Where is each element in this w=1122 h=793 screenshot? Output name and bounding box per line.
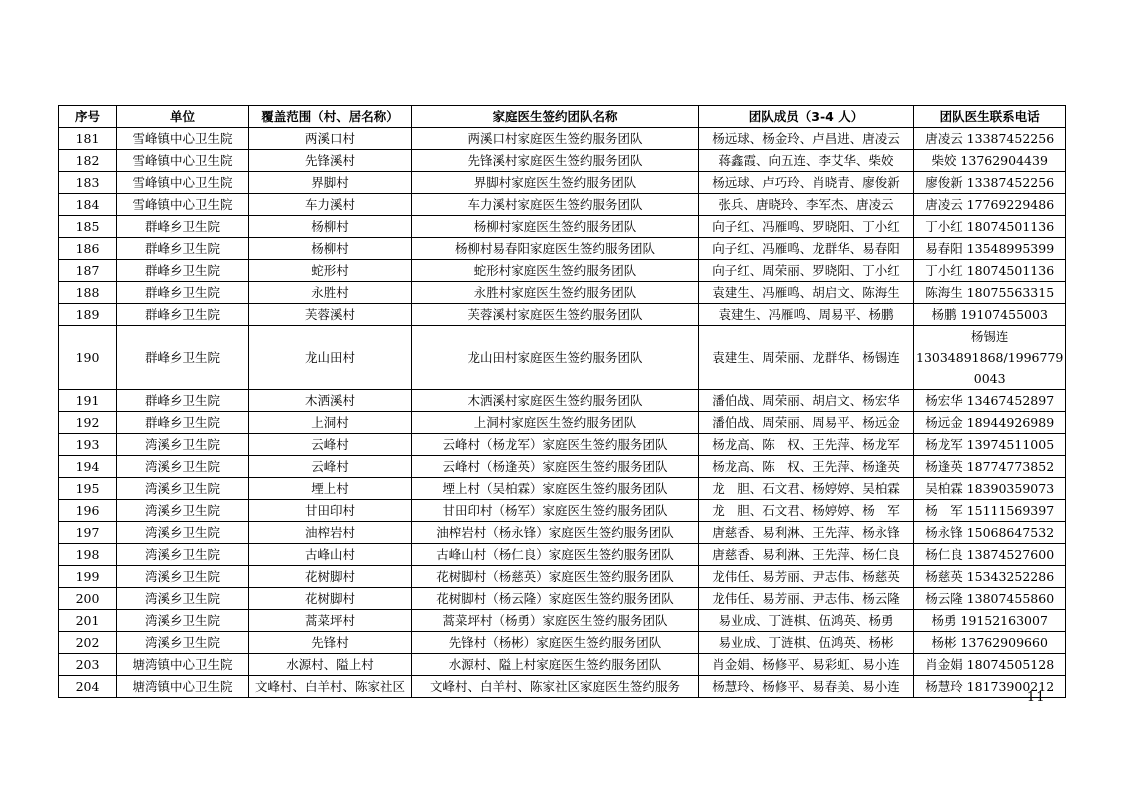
- table-row: [59, 566, 1066, 588]
- cell-unit: 湾溪乡卫生院: [117, 544, 249, 566]
- cell-team-name: 杨柳村家庭医生签约服务团队: [412, 216, 699, 238]
- cell-members: 张兵、唐晓玲、李军杰、唐凌云: [699, 194, 914, 216]
- cell-unit: 群峰乡卫生院: [117, 390, 249, 412]
- cell-unit: 湾溪乡卫生院: [117, 610, 249, 632]
- team-table: [58, 105, 1066, 698]
- cell-unit: 湾溪乡卫生院: [117, 632, 249, 654]
- cell-seq: 193: [59, 434, 117, 456]
- table-row: [59, 238, 1066, 260]
- cell-members: 肖金娟、杨修平、易彩虹、易小连: [699, 654, 914, 676]
- cell-unit: 群峰乡卫生院: [117, 282, 249, 304]
- cell-seq: 199: [59, 566, 117, 588]
- table-row: [59, 654, 1066, 676]
- cell-seq: 196: [59, 500, 117, 522]
- cell-team-name: 花树脚村（杨慈英）家庭医生签约服务团队: [412, 566, 699, 588]
- cell-seq: 189: [59, 304, 117, 326]
- cell-coverage: 杨柳村: [249, 238, 412, 260]
- cell-coverage: 文峰村、白羊村、陈家社区: [249, 676, 412, 698]
- cell-team-name: 杨柳村易春阳家庭医生签约服务团队: [412, 238, 699, 260]
- cell-unit: 雪峰镇中心卫生院: [117, 128, 249, 150]
- cell-team-name: 文峰村、白羊村、陈家社区家庭医生签约服务: [412, 676, 699, 698]
- cell-unit: 群峰乡卫生院: [117, 326, 249, 390]
- cell-team-name: 水源村、隘上村家庭医生签约服务团队: [412, 654, 699, 676]
- cell-team-name: 堙上村（吴柏霖）家庭医生签约服务团队: [412, 478, 699, 500]
- table-row: [59, 150, 1066, 172]
- cell-members: 唐慈香、易利淋、王先萍、杨永锋: [699, 522, 914, 544]
- cell-seq: 182: [59, 150, 117, 172]
- cell-members: 袁建生、周荣丽、龙群华、杨锡连: [699, 326, 914, 390]
- cell-team-name: 界脚村家庭医生签约服务团队: [412, 172, 699, 194]
- cell-members: 易业成、丁涟棋、伍鸿英、杨彬: [699, 632, 914, 654]
- cell-seq: 198: [59, 544, 117, 566]
- cell-unit: 湾溪乡卫生院: [117, 588, 249, 610]
- cell-members: 杨远球、卢巧玲、肖晓青、廖俊新: [699, 172, 914, 194]
- cell-team-name: 云峰村（杨龙军）家庭医生签约服务团队: [412, 434, 699, 456]
- cell-team-name: 上洞村家庭医生签约服务团队: [412, 412, 699, 434]
- cell-seq: 204: [59, 676, 117, 698]
- cell-phone: 杨慧玲 18173900212: [914, 676, 1066, 698]
- cell-seq: 201: [59, 610, 117, 632]
- cell-coverage: 古峰山村: [249, 544, 412, 566]
- cell-seq: 184: [59, 194, 117, 216]
- header-row: [59, 106, 1066, 128]
- cell-phone: 杨勇 19152163007: [914, 610, 1066, 632]
- table-row: [59, 522, 1066, 544]
- cell-phone: 杨云隆 13807455860: [914, 588, 1066, 610]
- header-coverage: 覆盖范围（村、居名称）: [249, 106, 412, 128]
- cell-coverage: 永胜村: [249, 282, 412, 304]
- cell-unit: 群峰乡卫生院: [117, 216, 249, 238]
- cell-coverage: 车力溪村: [249, 194, 412, 216]
- table-row: [59, 676, 1066, 698]
- cell-phone: 吴柏霖 18390359073: [914, 478, 1066, 500]
- cell-team-name: 木洒溪村家庭医生签约服务团队: [412, 390, 699, 412]
- cell-phone: 唐凌云 13387452256: [914, 128, 1066, 150]
- cell-members: 向子红、冯雁鸣、罗晓阳、丁小红: [699, 216, 914, 238]
- cell-phone: 杨锡连 13034891868/1996779 0043: [914, 326, 1066, 390]
- cell-coverage: 蒿菜坪村: [249, 610, 412, 632]
- cell-phone: 廖俊新 13387452256: [914, 172, 1066, 194]
- cell-phone: 杨仁良 13874527600: [914, 544, 1066, 566]
- cell-team-name: 蒿菜坪村（杨勇）家庭医生签约服务团队: [412, 610, 699, 632]
- cell-members: 易业成、丁涟棋、伍鸿英、杨勇: [699, 610, 914, 632]
- cell-team-name: 甘田印村（杨军）家庭医生签约服务团队: [412, 500, 699, 522]
- cell-members: 袁建生、冯雁鸣、胡启文、陈海生: [699, 282, 914, 304]
- cell-seq: 203: [59, 654, 117, 676]
- cell-unit: 湾溪乡卫生院: [117, 434, 249, 456]
- cell-coverage: 水源村、隘上村: [249, 654, 412, 676]
- cell-unit: 塘湾镇中心卫生院: [117, 654, 249, 676]
- table-row: [59, 304, 1066, 326]
- cell-team-name: 云峰村（杨逢英）家庭医生签约服务团队: [412, 456, 699, 478]
- cell-seq: 200: [59, 588, 117, 610]
- cell-members: 潘伯战、周荣丽、胡启文、杨宏华: [699, 390, 914, 412]
- table-row: [59, 128, 1066, 150]
- cell-team-name: 古峰山村（杨仁良）家庭医生签约服务团队: [412, 544, 699, 566]
- cell-team-name: 蛇形村家庭医生签约服务团队: [412, 260, 699, 282]
- table-row: [59, 216, 1066, 238]
- header-team-name: 家庭医生签约团队名称: [412, 106, 699, 128]
- cell-members: 龙伟任、易芳丽、尹志伟、杨慈英: [699, 566, 914, 588]
- cell-coverage: 蛇形村: [249, 260, 412, 282]
- cell-seq: 186: [59, 238, 117, 260]
- table-row: [59, 194, 1066, 216]
- cell-members: 蒋鑫霞、向五连、李艾华、柴姣: [699, 150, 914, 172]
- cell-seq: 197: [59, 522, 117, 544]
- table-row: [59, 544, 1066, 566]
- table-row: [59, 456, 1066, 478]
- cell-unit: 塘湾镇中心卫生院: [117, 676, 249, 698]
- cell-members: 向子红、冯雁鸣、龙群华、易春阳: [699, 238, 914, 260]
- cell-team-name: 油榨岩村（杨永锋）家庭医生签约服务团队: [412, 522, 699, 544]
- cell-coverage: 先锋村: [249, 632, 412, 654]
- cell-members: 袁建生、冯雁鸣、周易平、杨鹏: [699, 304, 914, 326]
- cell-unit: 雪峰镇中心卫生院: [117, 150, 249, 172]
- cell-unit: 群峰乡卫生院: [117, 238, 249, 260]
- cell-unit: 雪峰镇中心卫生院: [117, 194, 249, 216]
- cell-members: 杨慧玲、杨修平、易春美、易小连: [699, 676, 914, 698]
- cell-seq: 187: [59, 260, 117, 282]
- cell-coverage: 堙上村: [249, 478, 412, 500]
- cell-seq: 195: [59, 478, 117, 500]
- cell-phone: 杨鹏 19107455003: [914, 304, 1066, 326]
- cell-coverage: 花树脚村: [249, 566, 412, 588]
- table-row: [59, 282, 1066, 304]
- table-row: [59, 412, 1066, 434]
- cell-coverage: 界脚村: [249, 172, 412, 194]
- cell-coverage: 龙山田村: [249, 326, 412, 390]
- table-row: [59, 434, 1066, 456]
- table-row: [59, 588, 1066, 610]
- cell-seq: 194: [59, 456, 117, 478]
- table-body: [59, 128, 1066, 698]
- cell-members: 龙伟任、易芳丽、尹志伟、杨云隆: [699, 588, 914, 610]
- cell-unit: 湾溪乡卫生院: [117, 456, 249, 478]
- cell-coverage: 木洒溪村: [249, 390, 412, 412]
- cell-phone: 丁小红 18074501136: [914, 216, 1066, 238]
- cell-team-name: 先锋村（杨彬）家庭医生签约服务团队: [412, 632, 699, 654]
- cell-seq: 191: [59, 390, 117, 412]
- cell-team-name: 车力溪村家庭医生签约服务团队: [412, 194, 699, 216]
- page-number: - 11 -: [1016, 690, 1056, 705]
- cell-phone: 杨彬 13762909660: [914, 632, 1066, 654]
- cell-unit: 群峰乡卫生院: [117, 260, 249, 282]
- header-unit: 单位: [117, 106, 249, 128]
- cell-phone: 杨远金 18944926989: [914, 412, 1066, 434]
- table-row: [59, 500, 1066, 522]
- cell-seq: 181: [59, 128, 117, 150]
- table-row: [59, 326, 1066, 390]
- table-row: [59, 478, 1066, 500]
- cell-phone: 陈海生 18075563315: [914, 282, 1066, 304]
- table-row: [59, 172, 1066, 194]
- cell-phone: 杨龙军 13974511005: [914, 434, 1066, 456]
- cell-team-name: 龙山田村家庭医生签约服务团队: [412, 326, 699, 390]
- cell-coverage: 油榨岩村: [249, 522, 412, 544]
- cell-unit: 雪峰镇中心卫生院: [117, 172, 249, 194]
- cell-members: 杨龙高、陈 权、王先萍、杨龙军: [699, 434, 914, 456]
- cell-unit: 湾溪乡卫生院: [117, 566, 249, 588]
- cell-phone: 唐凌云 17769229486: [914, 194, 1066, 216]
- cell-phone: 杨宏华 13467452897: [914, 390, 1066, 412]
- cell-phone: 丁小红 18074501136: [914, 260, 1066, 282]
- cell-members: 杨远球、杨金玲、卢昌进、唐凌云: [699, 128, 914, 150]
- cell-coverage: 两溪口村: [249, 128, 412, 150]
- cell-phone: 杨逢英 18774773852: [914, 456, 1066, 478]
- table-row: [59, 610, 1066, 632]
- cell-coverage: 杨柳村: [249, 216, 412, 238]
- cell-coverage: 甘田印村: [249, 500, 412, 522]
- table-row: [59, 390, 1066, 412]
- cell-phone: 柴姣 13762904439: [914, 150, 1066, 172]
- cell-unit: 湾溪乡卫生院: [117, 500, 249, 522]
- cell-team-name: 花树脚村（杨云隆）家庭医生签约服务团队: [412, 588, 699, 610]
- cell-phone: 肖金娟 18074505128: [914, 654, 1066, 676]
- cell-seq: 188: [59, 282, 117, 304]
- cell-unit: 湾溪乡卫生院: [117, 478, 249, 500]
- cell-members: 杨龙高、陈 权、王先萍、杨逢英: [699, 456, 914, 478]
- cell-team-name: 先锋溪村家庭医生签约服务团队: [412, 150, 699, 172]
- cell-seq: 185: [59, 216, 117, 238]
- cell-members: 向子红、周荣丽、罗晓阳、丁小红: [699, 260, 914, 282]
- cell-members: 龙 胆、石文君、杨婷婷、吴柏霖: [699, 478, 914, 500]
- cell-seq: 183: [59, 172, 117, 194]
- table-row: [59, 632, 1066, 654]
- cell-seq: 192: [59, 412, 117, 434]
- cell-coverage: 云峰村: [249, 434, 412, 456]
- header-phone: 团队医生联系电话: [914, 106, 1066, 128]
- cell-phone: 杨慈英 15343252286: [914, 566, 1066, 588]
- table-row: [59, 260, 1066, 282]
- cell-coverage: 花树脚村: [249, 588, 412, 610]
- cell-coverage: 先锋溪村: [249, 150, 412, 172]
- cell-phone: 杨永锋 15068647532: [914, 522, 1066, 544]
- cell-team-name: 芙蓉溪村家庭医生签约服务团队: [412, 304, 699, 326]
- cell-members: 龙 胆、石文君、杨婷婷、杨 军: [699, 500, 914, 522]
- cell-unit: 湾溪乡卫生院: [117, 522, 249, 544]
- cell-team-name: 永胜村家庭医生签约服务团队: [412, 282, 699, 304]
- cell-unit: 群峰乡卫生院: [117, 412, 249, 434]
- header-seq: 序号: [59, 106, 117, 128]
- cell-coverage: 云峰村: [249, 456, 412, 478]
- cell-members: 潘伯战、周荣丽、周易平、杨远金: [699, 412, 914, 434]
- cell-seq: 190: [59, 326, 117, 390]
- cell-coverage: 上洞村: [249, 412, 412, 434]
- header-members: 团队成员（3-4 人）: [699, 106, 914, 128]
- cell-unit: 群峰乡卫生院: [117, 304, 249, 326]
- cell-members: 唐慈香、易利淋、王先萍、杨仁良: [699, 544, 914, 566]
- cell-coverage: 芙蓉溪村: [249, 304, 412, 326]
- cell-phone: 易春阳 13548995399: [914, 238, 1066, 260]
- cell-phone: 杨 军 15111569397: [914, 500, 1066, 522]
- cell-seq: 202: [59, 632, 117, 654]
- cell-team-name: 两溪口村家庭医生签约服务团队: [412, 128, 699, 150]
